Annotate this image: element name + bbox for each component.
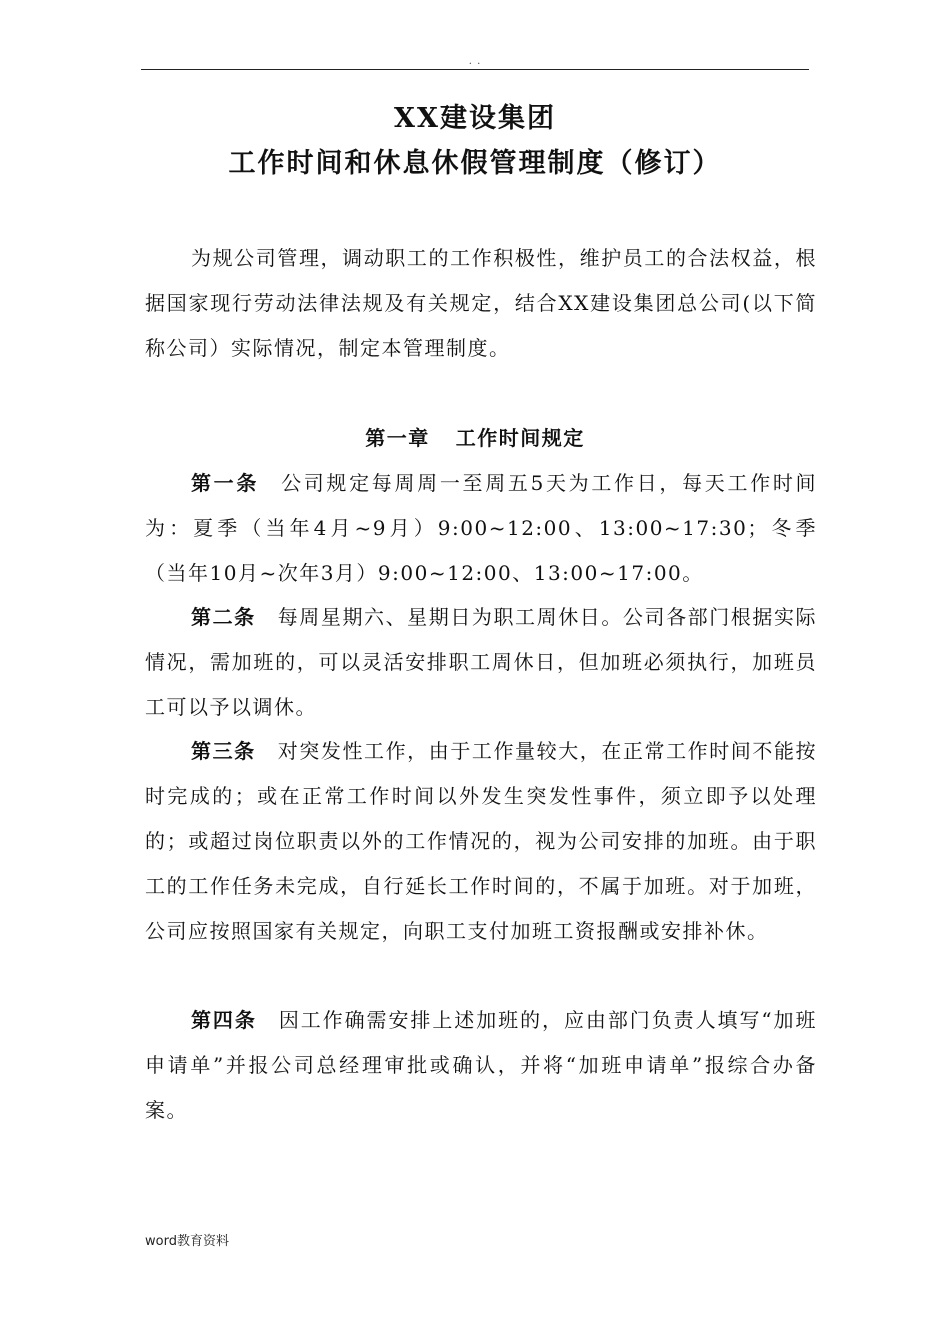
header-dots: . . bbox=[468, 56, 482, 67]
header-rule bbox=[141, 69, 809, 70]
document-title-company: XX建设集团 bbox=[394, 103, 556, 134]
chapter-heading bbox=[0, 418, 950, 458]
article-text: 公司规定每周周一至周五5天为工作日，每天工作时间为：夏季（当年4月~9月）9:00~12:00、13:00~17:30；冬季（当年10月~次年3月）9:00~12:00、13:00~17:00。 bbox=[145, 471, 818, 585]
article-text: 每周星期六、星期日为职工周休日。公司各部门根据实际情况，需加班的，可以灵活安排职工周休日，但加班必须执行，加班员工可以予以调休。 bbox=[145, 605, 818, 719]
article-text: 对突发性工作，由于工作量较大，在正常工作时间不能按时完成的；或在正常工作时间以外发生突发性事件，须立即予以处理的；或超过岗位职责以外的工作情况的，视为公司安排的加班。由于职工的工作任务未完成，自行延长工作时间的，不属于加班。对于加班，公司应按照国家有关规定，向职工支付加班工资报酬或安排补休。 bbox=[145, 739, 818, 943]
article-4 bbox=[145, 998, 817, 1133]
article-text: 因工作确需安排上述加班的，应由部门负责人填写“加班申请单”并报公司总经理审批或确认，并将“加班申请单”报综合办备案。 bbox=[145, 1008, 817, 1122]
footer-text: word教育资料 bbox=[145, 1234, 229, 1249]
document-title: 工作时间和休息休假管理制度（修订） bbox=[228, 148, 722, 179]
article-1 bbox=[145, 461, 817, 596]
article-3 bbox=[145, 729, 817, 954]
chapter-number: 第一章 bbox=[365, 426, 430, 450]
intro-paragraph: 为规公司管理，调动职工的工作积极性，维护员工的合法权益，根据国家现行劳动法律法规及有关规定，结合XX建设集团总公司(以下简称公司）实际情况，制定本管理制度。 bbox=[145, 246, 817, 360]
article-label: 第二条 bbox=[191, 605, 256, 629]
article-label: 第一条 bbox=[191, 471, 260, 495]
article-2 bbox=[145, 595, 817, 730]
chapter-title: 工作时间规定 bbox=[455, 426, 585, 450]
article-label: 第三条 bbox=[191, 739, 256, 763]
article-label: 第四条 bbox=[191, 1008, 257, 1032]
